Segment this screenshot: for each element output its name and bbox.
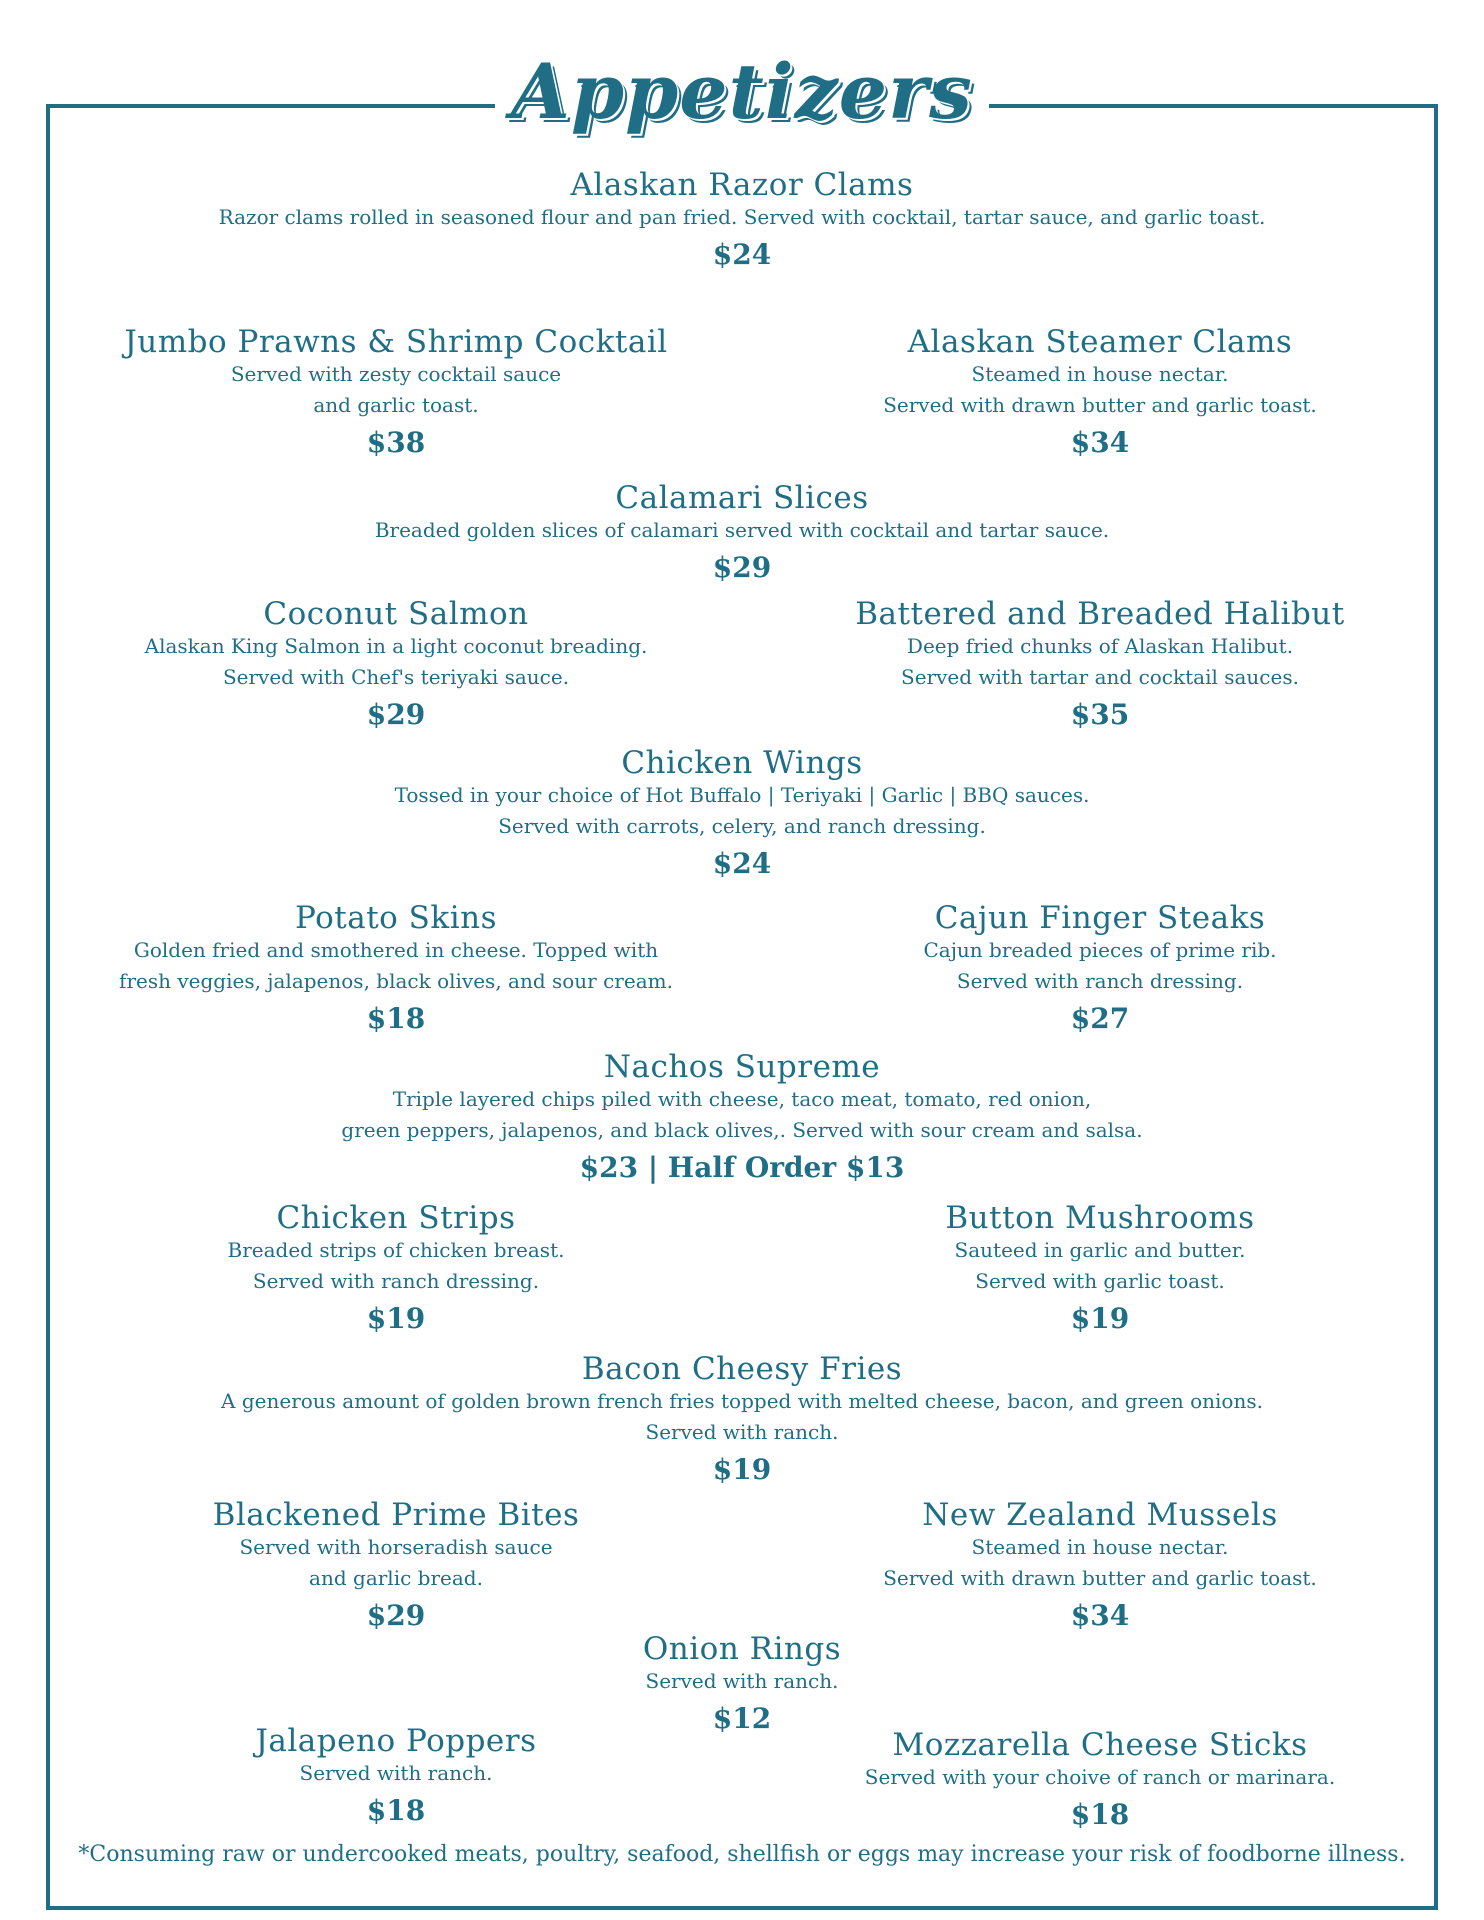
item-name: Alaskan Steamer Clams [907,324,1293,360]
item-description: Served with ranch dressing. [252,1269,540,1293]
item-description: Steamed in house nectar. [971,362,1229,386]
item-description: Triple layered chips piled with cheese, taco meat, tomato, red onion, [392,1087,1092,1111]
menu-item-razor-clams [0,168,1484,273]
menu-item-onion-rings [0,1632,1484,1737]
menu-item-cajun-finger-steaks [790,901,1410,1037]
menu-title: Appetizers [495,44,989,140]
item-name: Onion Rings [642,1631,842,1667]
foodborne-illness-disclaimer: *Consuming raw or undercooked meats, poultry, seafood, shellfish or eggs may increase your risk of foodborne illness. [78,1842,1406,1867]
item-description: Served with drawn butter and garlic toast. [883,1566,1317,1590]
item-name: Chicken Wings [621,745,863,781]
menu-item-jalapeno-poppers [86,1724,706,1829]
item-price: $38 [366,426,426,459]
item-name: Jalapeno Poppers [255,1723,537,1759]
item-name: Mozzarella Cheese Sticks [892,1727,1308,1763]
item-price: $19 [712,1453,772,1486]
item-name: Chicken Strips [276,1200,516,1236]
menu-item-halibut [790,597,1410,733]
item-name: Battered and Breaded Halibut [855,596,1345,632]
menu-item-coconut-salmon [86,597,706,733]
item-price: $24 [712,238,772,271]
item-description: Served with Chef's teriyaki sauce. [222,665,570,689]
item-description: Breaded strips of chicken breast. [227,1238,565,1262]
item-price: $27 [1070,1002,1130,1035]
menu-item-potato-skins [86,901,706,1037]
item-description: Deep fried chunks of Alaskan Halibut. [906,634,1294,658]
item-description: Golden fried and smothered in cheese. Topped with [133,938,659,962]
item-description: Served with horseradish sauce [239,1535,553,1559]
menu-item-chicken-strips [86,1201,706,1337]
item-description: and garlic bread. [309,1566,483,1590]
item-price: $19 [366,1302,426,1335]
item-description: green peppers, jalapenos, and black olives,. Served with sour cream and salsa. [341,1118,1143,1142]
item-description: Served with ranch. [645,1420,839,1444]
item-name: Blackened Prime Bites [212,1497,580,1533]
item-description: Served with ranch. [299,1761,493,1785]
menu-item-button-mushrooms [790,1201,1410,1337]
item-description: Breaded golden slices of calamari served with cocktail and tartar sauce. [374,518,1110,542]
item-description: Served with ranch dressing. [956,969,1244,993]
item-description: A generous amount of golden brown french fries topped with melted cheese, bacon, and green onions. [221,1389,1263,1413]
item-price: $35 [1070,698,1130,731]
menu-item-bacon-cheesy-fries [0,1352,1484,1488]
item-description: Served with carrots, celery, and ranch dressing. [498,814,986,838]
item-description: Razor clams rolled in seasoned flour and pan fried. Served with cocktail, tartar sauce, and garlic toast. [218,205,1266,229]
item-description: Served with garlic toast. [975,1269,1225,1293]
item-price: $29 [366,1599,426,1632]
item-price: $19 [1070,1302,1130,1335]
menu-item-steamer-clams [790,325,1410,461]
menu-item-calamari [0,481,1484,586]
item-name: Potato Skins [295,900,497,936]
item-price: $29 [712,551,772,584]
item-description: Steamed in house nectar. [971,1535,1229,1559]
menu-item-nachos-supreme [0,1050,1484,1186]
menu-item-jumbo-prawns [86,325,706,461]
menu-item-blackened-prime-bites [86,1498,706,1634]
item-description: and garlic toast. [313,393,479,417]
item-price: $24 [712,847,772,880]
title-wrap [0,44,1484,140]
item-price: $18 [366,1794,426,1827]
item-name: New Zealand Mussels [922,1497,1278,1533]
item-description: Tossed in your choice of Hot Buffalo | Teriyaki | Garlic | BBQ sauces. [394,783,1090,807]
item-description: fresh veggies, jalapenos, black olives, and sour cream. [119,969,673,993]
item-name: Coconut Salmon [263,596,529,632]
item-description: Cajun breaded pieces of prime rib. [923,938,1277,962]
item-description: Sauteed in garlic and butter. [954,1238,1246,1262]
item-price: $34 [1070,426,1130,459]
item-price: $23 | Half Order $13 [579,1151,905,1184]
item-price: $18 [366,1002,426,1035]
item-description: Served with tartar and cocktail sauces. [901,665,1299,689]
item-price: $34 [1070,1599,1130,1632]
item-name: Cajun Finger Steaks [934,900,1266,936]
item-price: $12 [712,1702,772,1735]
item-name: Jumbo Prawns & Shrimp Cocktail [124,324,668,360]
item-name: Bacon Cheesy Fries [581,1351,903,1387]
item-name: Nachos Supreme [603,1049,881,1085]
item-description: Served with your choive of ranch or marinara. [864,1765,1336,1789]
item-description: Served with drawn butter and garlic toast. [883,393,1317,417]
item-name: Button Mushrooms [945,1200,1255,1236]
item-name: Alaskan Razor Clams [570,167,914,203]
item-description: Alaskan King Salmon in a light coconut breading. [144,634,648,658]
item-name: Calamari Slices [615,480,869,516]
item-description: Served with zesty cocktail sauce [230,362,562,386]
item-price: $29 [366,698,426,731]
menu-item-mozzarella-sticks [790,1728,1410,1833]
item-description: Served with ranch. [645,1669,839,1693]
item-price: $18 [1070,1798,1130,1831]
menu-item-new-zealand-mussels [790,1498,1410,1634]
menu-item-chicken-wings [0,746,1484,882]
